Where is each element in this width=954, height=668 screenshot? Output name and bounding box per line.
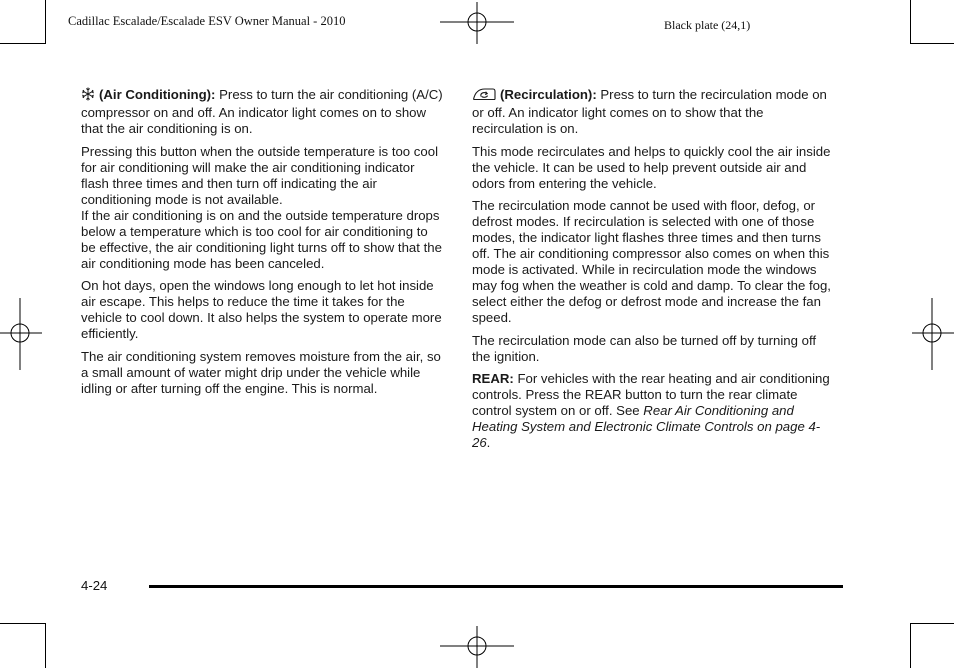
crop-mark [45, 0, 46, 44]
left-column [81, 87, 443, 403]
rear-end: . [486, 435, 491, 450]
left-paragraph-4: On hot days, open the windows long enough to let hot inside air escape. This helps to reduce the time it takes for the vehicle to cool down. It also helps the system to operate more efficiently. [81, 278, 442, 341]
right-paragraph-2: This mode recirculates and helps to quickly cool the air inside the vehicle. It can be used to help prevent outside air and odors from entering the vehicle. [472, 143, 831, 191]
registration-mark-left [0, 298, 42, 370]
left-paragraph-3: If the air conditioning is on and the outside temperature drops below a temperature which is too cool for air conditioning to be effective, the air conditioning light turns off to show that the air conditioning mode has been canceled. [81, 207, 442, 271]
crop-mark [910, 43, 954, 44]
crop-mark [0, 43, 46, 44]
rear-paragraph [472, 371, 838, 451]
ac-heading: (Air Conditioning): [99, 87, 216, 102]
manual-title: Cadillac Escalade/Escalade ESV Owner Manual - 2010 [68, 14, 346, 28]
left-paragraph-5: The air conditioning system removes moisture from the air, so a small amount of water might drip under the vehicle while idling or after turning off the engine. This is normal. [81, 348, 441, 396]
recirculation-icon [472, 87, 496, 105]
right-paragraph-3: The recirculation mode cannot be used with floor, defog, or defrost modes. If recirculation is selected with one of those modes, the indicator light flashes three times and then turns off. The air conditioning compressor also comes on when this mode is activated. While in recirculation mode the windows may fog when the weather is cold and damp. To clear the fog, select either the defog or defrost mode and increase the fan speed. [472, 198, 831, 325]
registration-mark-bottom [440, 626, 514, 668]
recirc-text: Press to turn the recirculation mode on or off. An indicator light comes on to show that the recirculation is on. [472, 87, 827, 136]
rear-text: For vehicles with the rear heating and air conditioning controls. Press the REAR button to turn the rear climate control system on or off. See [472, 371, 830, 418]
registration-mark-right [912, 298, 954, 370]
crop-mark [910, 623, 954, 624]
plate-label: Black plate (24,1) [664, 18, 751, 32]
left-paragraph-2: Pressing this button when the outside temperature is too cool for air conditioning will make the air conditioning indicator flash three times and then turn off indicating the air conditioning mode is not available. [81, 143, 439, 207]
ac-paragraph [81, 87, 443, 137]
page-number: 4-24 [81, 578, 108, 593]
registration-mark-top [440, 2, 514, 44]
right-column [472, 87, 838, 458]
crop-mark [0, 623, 46, 624]
crop-mark [910, 0, 911, 44]
crop-mark [910, 623, 911, 668]
footer-rule [149, 585, 843, 588]
ac-text: Press to turn the air conditioning (A/C) compressor on and off. An indicator light comes on to show that the air conditioning is on. [81, 87, 443, 136]
recirc-paragraph [472, 87, 838, 137]
rear-cross-reference-link[interactable]: Rear Air Conditioning and Heating System and Electronic Climate Controls on page 4-26 [472, 403, 821, 450]
crop-mark [45, 623, 46, 668]
recirc-heading: (Recirculation): [500, 87, 597, 102]
snowflake-icon [81, 87, 95, 105]
rear-heading: REAR: [472, 371, 514, 386]
right-paragraph-4: The recirculation mode can also be turned off by turning off the ignition. [472, 332, 817, 364]
